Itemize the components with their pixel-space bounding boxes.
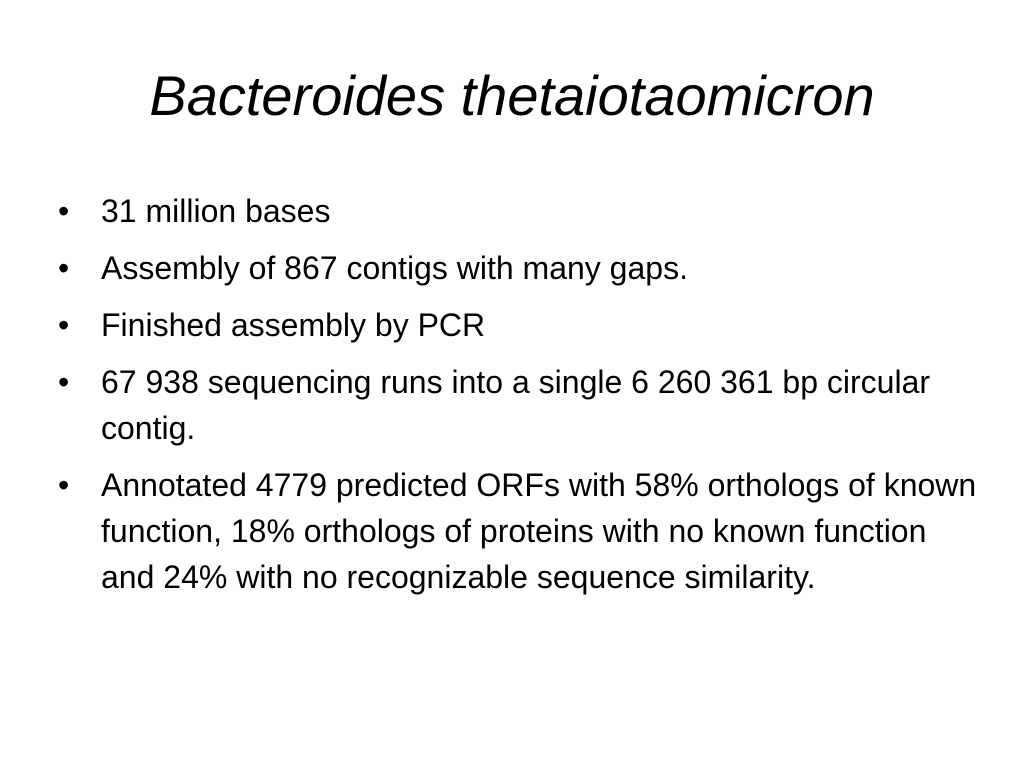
bullet-marker: • — [58, 307, 70, 343]
bullet-item — [58, 188, 978, 234]
bullet-marker: • — [58, 193, 70, 229]
bullet-item — [58, 462, 978, 600]
slide-title: Bacteroides thetaiotaomicron — [149, 64, 875, 127]
bullet-text: 31 million bases — [101, 193, 331, 229]
bullet-item — [58, 245, 978, 291]
bullet-text: Annotated 4779 predicted ORFs with 58% orthologs of known function, 18% orthologs of proteins with no known function and 24% with no recognizable sequence similarity. — [101, 467, 977, 595]
bullet-text: Finished assembly by PCR — [101, 307, 486, 343]
bullet-marker: • — [58, 364, 70, 400]
bullet-item — [58, 302, 978, 348]
bullet-marker: • — [58, 467, 70, 503]
bullet-item — [58, 359, 978, 451]
bullet-list — [58, 188, 978, 611]
bullet-text: Assembly of 867 contigs with many gaps. — [101, 250, 688, 286]
bullet-marker: • — [58, 250, 70, 286]
bullet-text: 67 938 sequencing runs into a single 6 260 361 bp circular contig. — [101, 364, 931, 446]
